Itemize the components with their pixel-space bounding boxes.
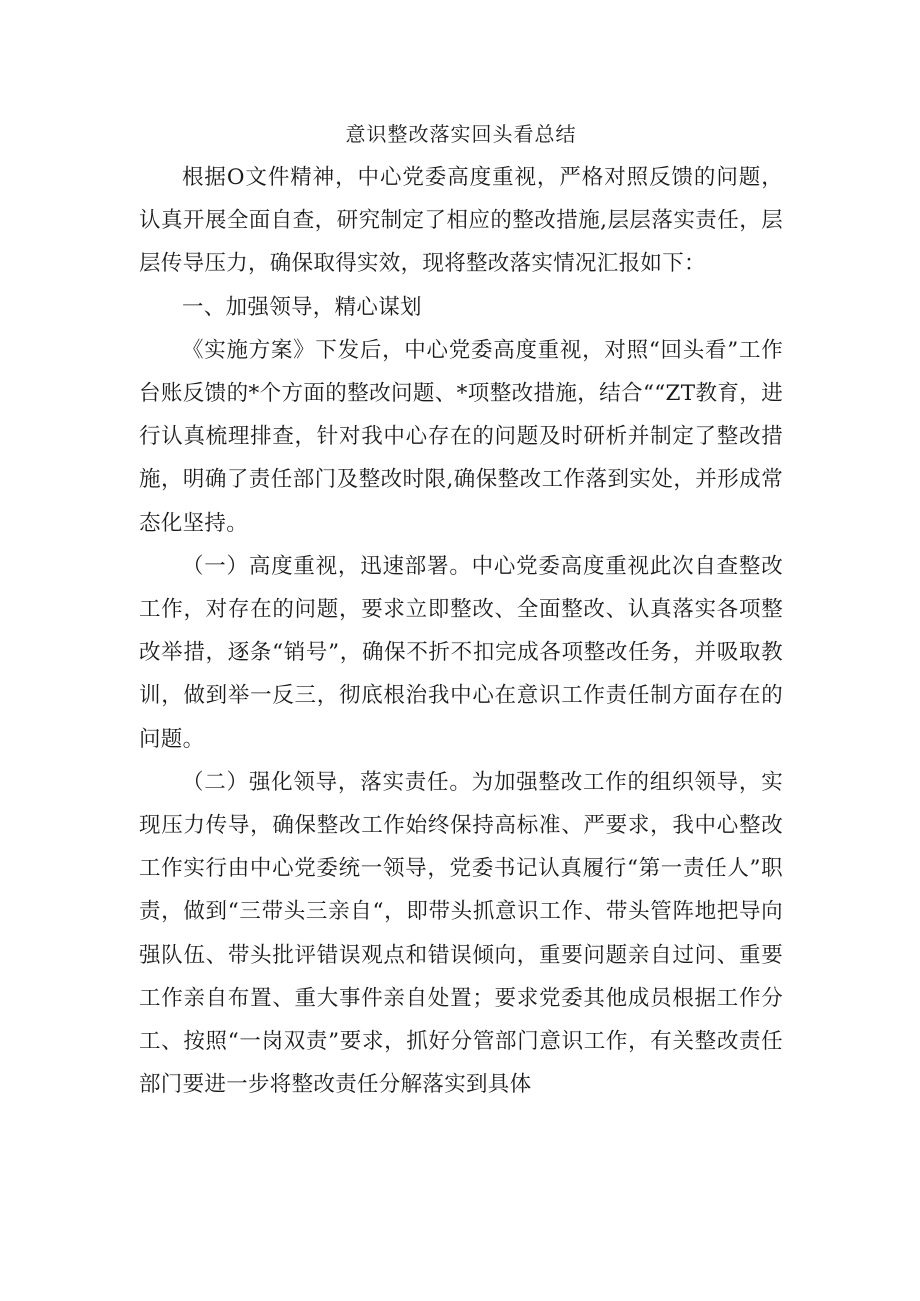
intro-paragraph: 根据O文件精神，中心党委高度重视，严格对照反馈的问题，认真开展全面自查，研究制定了相应的整改措施,层层落实责任，层层传导压力，确保取得实效，现将整改落实情况汇报如下：	[139, 165, 783, 277]
document-title: 意识整改落实回头看总结	[345, 122, 577, 146]
section-1-paragraph: 《实施方案》下发后，中心党委高度重视，对照“回头看”工作台账反馈的*个方面的整改问题、*项整改措施，结合““ZT教育，进行认真梳理排查，针对我中心存在的问题及时研析并制定了整改措施，明确了责任部门及整改时限,确保整改工作落到实处，并形成常态化坚持。	[139, 337, 783, 536]
subsection-1-paragraph: （一）高度重视，迅速部署。中心党委高度重视此次自查整改工作，对存在的问题，要求立即整改、全面整改、认真落实各项整改举措，逐条“销号”，确保不折不扣完成各项整改任务，并吸取教训，做到举一反三，彻底根治我中心在意识工作责任制方面存在的问题。	[139, 553, 783, 752]
document-page	[139, 112, 783, 1106]
section-heading-1: 一、加强领导，精心谋划	[182, 294, 422, 320]
subsection-2-paragraph: （二）强化领导，落实责任。为加强整改工作的组织领导，实现压力传导，确保整改工作始终保持高标准、严要求，我中心整改工作实行由中心党委统一领导，党委书记认真履行“第一责任人”职责，做到“三带头三亲自“，即带头抓意识工作、带头管阵地把导向强队伍、带头批评错误观点和错误倾向，重要问题亲自过问、重要工作亲自布置、重大事件亲自处置；要求党委其他成员根据工作分工、按照“一岗双责”要求，抓好分管部门意识工作，有关整改责任部门要进一步将整改责任分解落实到具体	[139, 769, 783, 1098]
